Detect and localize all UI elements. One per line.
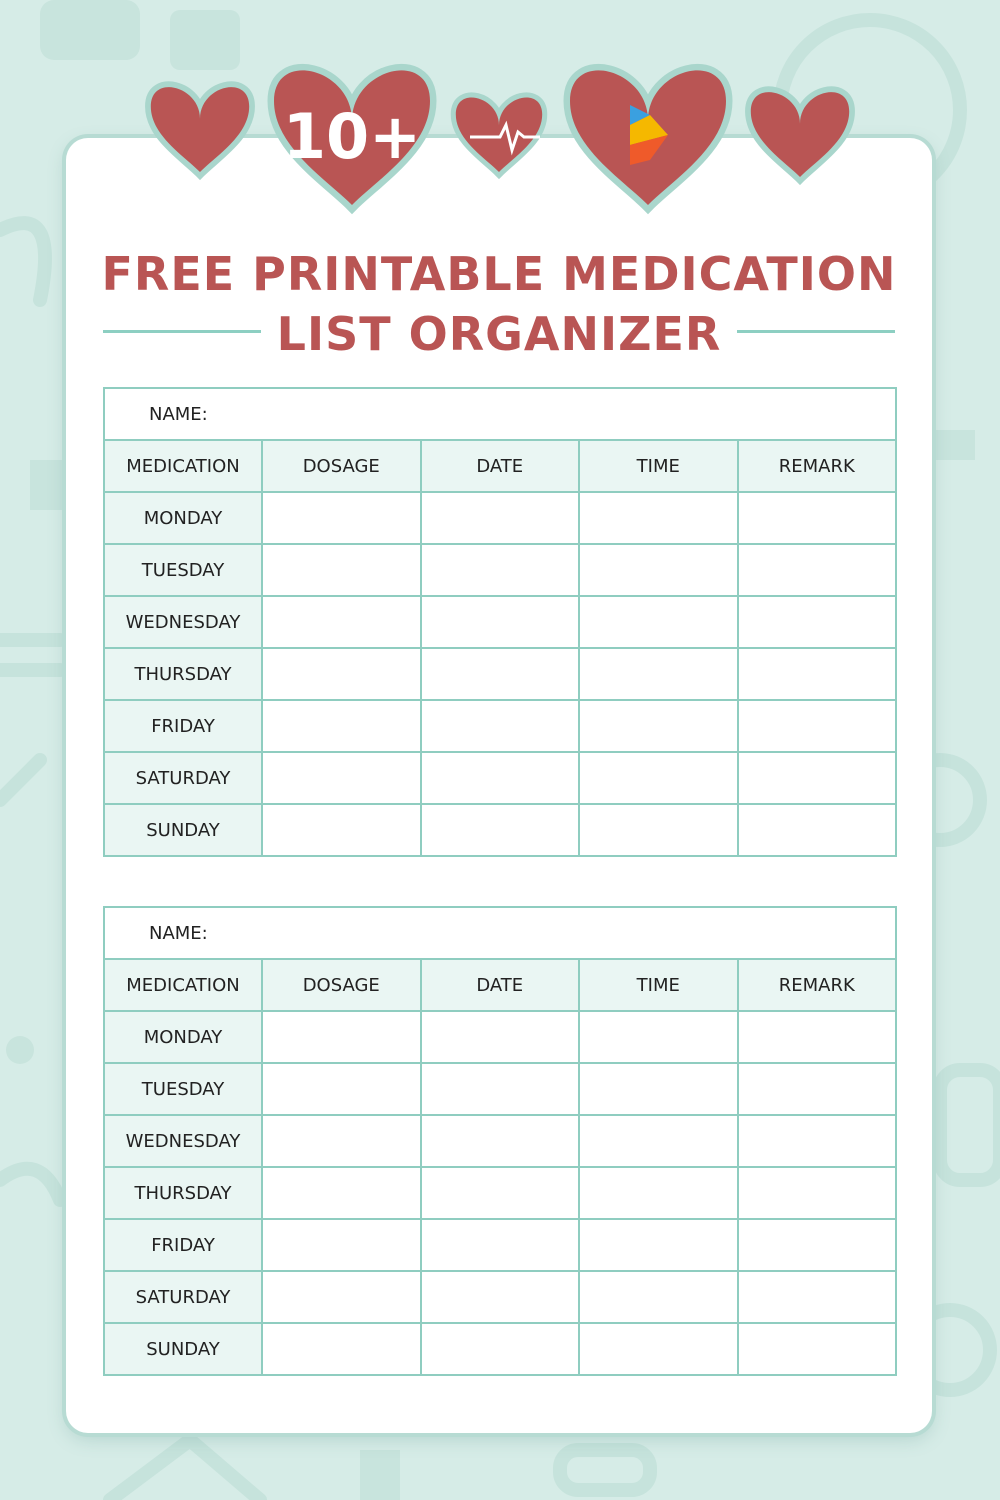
day-label: FRIDAY	[104, 700, 262, 752]
time-cell[interactable]	[579, 752, 738, 804]
table-row	[104, 1219, 896, 1271]
date-cell[interactable]	[421, 700, 580, 752]
table-row	[104, 700, 896, 752]
day-label: SUNDAY	[104, 804, 262, 856]
date-cell[interactable]	[421, 804, 580, 856]
table-row	[104, 648, 896, 700]
column-header-time: TIME	[579, 959, 738, 1011]
time-cell[interactable]	[579, 1063, 738, 1115]
column-header-dosage: DOSAGE	[262, 959, 421, 1011]
table-row	[104, 1271, 896, 1323]
column-header-remark: REMARK	[738, 959, 897, 1011]
badge-text: 10+	[282, 100, 422, 173]
name-field[interactable]	[104, 388, 896, 440]
time-cell[interactable]	[579, 1011, 738, 1063]
heart-icon	[751, 92, 849, 177]
time-cell[interactable]	[579, 804, 738, 856]
column-header-dosage: DOSAGE	[262, 440, 421, 492]
day-label: WEDNESDAY	[104, 596, 262, 648]
date-cell[interactable]	[421, 1323, 580, 1375]
time-cell[interactable]	[579, 1115, 738, 1167]
hearts-banner	[0, 0, 1000, 230]
day-label: THURSDAY	[104, 1167, 262, 1219]
column-header-medication: MEDICATION	[104, 440, 262, 492]
time-cell[interactable]	[579, 544, 738, 596]
time-cell[interactable]	[579, 1167, 738, 1219]
time-cell[interactable]	[579, 1219, 738, 1271]
table-row	[104, 492, 896, 544]
dosage-cell[interactable]	[262, 752, 421, 804]
dosage-cell[interactable]	[262, 700, 421, 752]
table-row	[104, 544, 896, 596]
dosage-cell[interactable]	[262, 1115, 421, 1167]
page-title-line-2: LIST ORGANIZER	[276, 307, 722, 361]
name-field[interactable]	[104, 907, 896, 959]
table-row	[104, 596, 896, 648]
column-header-medication: MEDICATION	[104, 959, 262, 1011]
remark-cell[interactable]	[738, 1115, 897, 1167]
column-header-date: DATE	[421, 959, 580, 1011]
column-header-remark: REMARK	[738, 440, 897, 492]
remark-cell[interactable]	[738, 700, 897, 752]
dosage-cell[interactable]	[262, 1219, 421, 1271]
date-cell[interactable]	[421, 492, 580, 544]
date-cell[interactable]	[421, 1115, 580, 1167]
day-label: MONDAY	[104, 492, 262, 544]
day-label: THURSDAY	[104, 648, 262, 700]
dosage-cell[interactable]	[262, 804, 421, 856]
remark-cell[interactable]	[738, 804, 897, 856]
dosage-cell[interactable]	[262, 1063, 421, 1115]
table-row	[104, 752, 896, 804]
table-row	[104, 1115, 896, 1167]
column-header-time: TIME	[579, 440, 738, 492]
date-cell[interactable]	[421, 1271, 580, 1323]
remark-cell[interactable]	[738, 596, 897, 648]
date-cell[interactable]	[421, 1011, 580, 1063]
remark-cell[interactable]	[738, 648, 897, 700]
remark-cell[interactable]	[738, 1219, 897, 1271]
dosage-cell[interactable]	[262, 492, 421, 544]
dosage-cell[interactable]	[262, 544, 421, 596]
day-label: FRIDAY	[104, 1219, 262, 1271]
time-cell[interactable]	[579, 492, 738, 544]
name-label: NAME:	[149, 403, 208, 425]
day-label: SATURDAY	[104, 1271, 262, 1323]
date-cell[interactable]	[421, 1219, 580, 1271]
date-cell[interactable]	[421, 1167, 580, 1219]
column-header-date: DATE	[421, 440, 580, 492]
time-cell[interactable]	[579, 1323, 738, 1375]
remark-cell[interactable]	[738, 1011, 897, 1063]
time-cell[interactable]	[579, 1271, 738, 1323]
time-cell[interactable]	[579, 596, 738, 648]
heart-icon	[151, 87, 249, 172]
remark-cell[interactable]	[738, 1063, 897, 1115]
table-row	[104, 804, 896, 856]
day-label: TUESDAY	[104, 1063, 262, 1115]
page-title-line-1: FREE PRINTABLE MEDICATION	[101, 247, 897, 301]
dosage-cell[interactable]	[262, 1271, 421, 1323]
remark-cell[interactable]	[738, 752, 897, 804]
table-row	[104, 1323, 896, 1375]
remark-cell[interactable]	[738, 492, 897, 544]
dosage-cell[interactable]	[262, 648, 421, 700]
time-cell[interactable]	[579, 700, 738, 752]
day-label: WEDNESDAY	[104, 1115, 262, 1167]
remark-cell[interactable]	[738, 1323, 897, 1375]
dosage-cell[interactable]	[262, 1011, 421, 1063]
medication-log-table-1	[103, 387, 897, 857]
day-label: SATURDAY	[104, 752, 262, 804]
day-label: SUNDAY	[104, 1323, 262, 1375]
remark-cell[interactable]	[738, 1271, 897, 1323]
day-label: MONDAY	[104, 1011, 262, 1063]
date-cell[interactable]	[421, 544, 580, 596]
dosage-cell[interactable]	[262, 596, 421, 648]
table-row	[104, 1167, 896, 1219]
medication-log-table-2	[103, 906, 897, 1376]
time-cell[interactable]	[579, 648, 738, 700]
date-cell[interactable]	[421, 1063, 580, 1115]
remark-cell[interactable]	[738, 1167, 897, 1219]
name-label: NAME:	[149, 922, 208, 944]
remark-cell[interactable]	[738, 544, 897, 596]
date-cell[interactable]	[421, 648, 580, 700]
date-cell[interactable]	[421, 596, 580, 648]
day-label: TUESDAY	[104, 544, 262, 596]
table-row	[104, 1011, 896, 1063]
dosage-cell[interactable]	[262, 1323, 421, 1375]
heartbeat-heart-icon	[456, 97, 542, 172]
table-row	[104, 1063, 896, 1115]
dosage-cell[interactable]	[262, 1167, 421, 1219]
date-cell[interactable]	[421, 752, 580, 804]
